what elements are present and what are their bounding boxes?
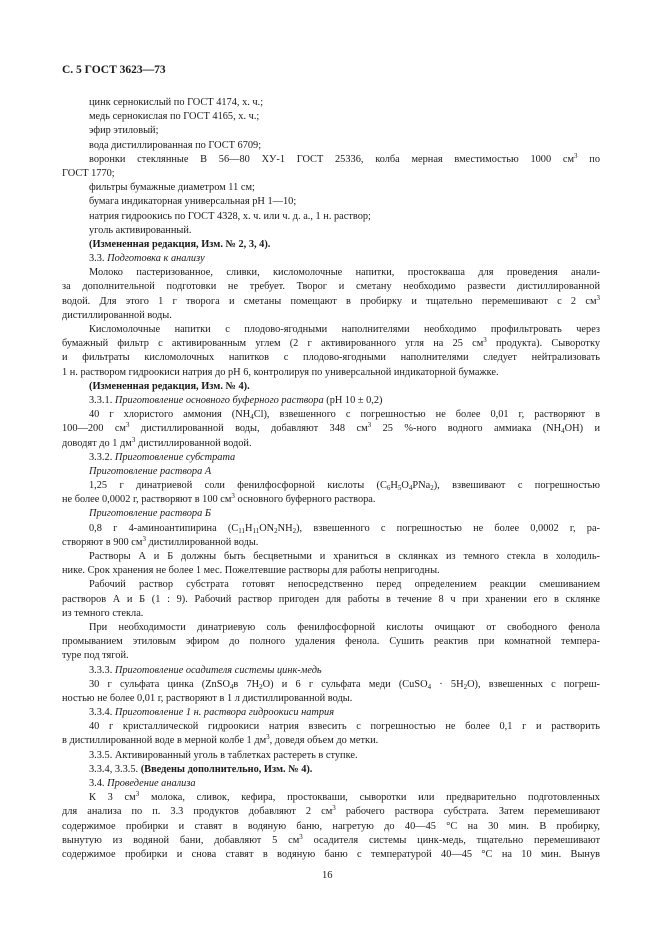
text-line: растворов А и Б (1 : 9). Рабочий раствор пригоден для работы в течение 8 ч при хранении его в склянке — [62, 593, 600, 605]
text-line: за дополнительной подготовки не требует. Творог и сметану необходимо развести дистиллированной — [62, 281, 600, 293]
text-line: эфир этиловый; — [89, 125, 159, 137]
text-line: медь сернокислая по ГОСТ 4165, х. ч.; — [89, 111, 260, 123]
section-heading: 3.3. Подготовка к анализу — [89, 253, 205, 265]
text-line: уголь активированный. — [89, 224, 192, 236]
page-number: 16 — [322, 870, 333, 881]
text-line: воронки стеклянные В 56—80 ХУ-1 ГОСТ 25336, колба мерная вместимостью 1000 $см^3$ по — [89, 151, 600, 165]
amendment-note: (Измененная редакция, Изм. № 4). — [89, 380, 250, 392]
section-heading: 3.3.1. Приготовление основного буферного раствора (рН 10 ± 0,2) — [89, 394, 383, 406]
text-line: в дистиллированной воде в мерной колбе 1 $дм^3$, доведя объем до метки. — [62, 733, 379, 747]
text-line: К 3 $см^3$ молока, сливок, кефира, простокваши, сыворотки или предварительно подготовленных — [89, 790, 600, 804]
section-heading: 3.3.3. Приготовление осадителя системы цинк-медь — [89, 664, 322, 676]
text-line: нике. Срок хранения не более 1 мес. Пожелтевшие растворы для работы непригодны. — [62, 565, 440, 577]
text-line: вода дистиллированная по ГОСТ 6709; — [89, 139, 262, 151]
text-line: 30 г сульфата цинка (ZnSO$_4$в $7H_2O$) и 6 г сульфата меди (CuSO$_4$ · $5H_2O$), взвешенных с погреш- — [89, 678, 601, 691]
section-heading: 3.3.4. Приготовление 1 н. раствора гидроокиси натрия — [89, 707, 335, 719]
text-line: ностью не более 0,01 г, растворяют в 1 л дистиллированной воды. — [62, 692, 353, 704]
text-line: Кисломолочные напитки с плодово-ягодными наполнителями необходимо профильтровать через — [89, 324, 600, 335]
text-line: цинк сернокислый по ГОСТ 4174, х. ч.; — [89, 97, 264, 108]
text-line: 100—200 $см^3$ дистиллированной воды, добавляют 348 $см^3$ 25 %-ного водного аммиака $(NH_4OH)$ и — [62, 421, 600, 436]
text-line: водой. Для этого 1 г творога и сметаны помещают в пробирку и тщательно перемешивают с 2 $см^3$ — [62, 293, 600, 307]
text-line: створяют в 900 $см^3$ дистиллированной воды. — [62, 534, 259, 548]
text-line: и фильтраты кисломолочных напитков с плодово-ягодными наполнителями следует нейтрализовать — [62, 352, 600, 364]
text-line: из темного стекла. — [62, 607, 144, 619]
text-line: для анализа по п. 3.3 продуктов добавляют 2 $см^3$ рабочего раствора субстрата. Затем перемешивают — [62, 804, 601, 818]
text-line: 1 н. раствором гидроокиси натрия до рН 6, контролируя по универсальной индикаторной бумажке. — [62, 366, 499, 378]
text-line: Молоко пастеризованное, сливки, кисломолочные напитки, простокваша для проведения анали- — [89, 267, 600, 279]
text-line: При необходимости динатриевую соль фенилфосфорной кислоты очищают от свободного фенола — [89, 621, 600, 633]
text-line: 40 г хлористого аммония $(NH_4Cl)$, взвешенного с погрешностью не более 0,01 г, растворяют в — [89, 409, 601, 422]
text-line: 3.3.5. Активированный уголь в таблетках растереть в ступке. — [89, 749, 358, 761]
text-line: туре под тягой. — [62, 650, 129, 662]
subheading: Приготовление раствора А — [89, 465, 212, 477]
section-heading: 3.3.2. Приготовление субстрата — [89, 451, 236, 463]
document-body — [62, 96, 600, 862]
text-line: ГОСТ 1770; — [62, 167, 115, 179]
section-heading: 3.4. Проведение анализа — [89, 778, 196, 789]
text-line: содержимое пробирки и снова ставят в водяную баню с температурой 40—45 °С на 10 мин. Вынув — [62, 848, 600, 860]
subheading: Приготовление раствора Б — [89, 508, 211, 520]
page-header: С. 5 ГОСТ 3623—73 — [62, 64, 166, 76]
text-line: содержимое пробирки и ставят в водяную баню, нагретую до 40—45 °С на 30 мин. В пробирку, — [62, 820, 600, 832]
text-line: Рабочий раствор субстрата готовят непосредственно перед определением реакции смешиванием — [89, 579, 600, 591]
text-line: доводят до 1 $дм^3$ дистиллированной водой. — [62, 435, 252, 449]
amendment-note: (Измененная редакция, Изм. № 2, 3, 4). — [89, 238, 271, 250]
text-line: 40 г кристаллической гидроокиси натрия взвесить с погрешностью не более 0,1 г и растворить — [89, 721, 600, 733]
text-line: вынутую из водяной бани, добавляют 5 $см^3$ осадителя системы цинк-медь, тщательно перемешивают — [62, 832, 600, 846]
text-line: дистиллированной воды. — [62, 309, 172, 321]
amendment-note: 3.3.4, 3.3.5. (Введены дополнительно, Изм. № 4). — [89, 763, 313, 775]
text-line: 0,8 г 4-аминоантипирина $(C_{11}H_{11}ON_2NH_2)$, взвешенного с погрешностью не более 0,0002 г, ра- — [89, 522, 600, 535]
text-line: 1,25 г динатриевой соли фенилфосфорной кислоты $(C_6H_5O_4PNa_2)$, взвешивают с погрешностью — [89, 480, 600, 493]
text-line: Растворы А и Б должны быть бесцветными и храниться в склянках из темного стекла в холодиль- — [89, 551, 600, 562]
text-line: не более 0,0002 г, растворяют в 100 $см^3$ основного буферного раствора. — [62, 492, 376, 506]
text-line: фильтры бумажные диаметром 11 см; — [89, 182, 255, 194]
text-line: бумага индикаторная универсальная рН 1—10; — [89, 196, 297, 208]
text-line: бумажный фильтр с активированным углем (2 г активированного угля на 25 $см^3$ продукта). Сыворотку — [62, 336, 600, 350]
text-line: промыванием этиловым эфиром до полного удаления фенола. Сушить реактив при комнатной темпера- — [62, 636, 600, 648]
text-line: натрия гидроокись по ГОСТ 4328, х. ч. или ч. д. а., 1 н. раствор; — [89, 210, 371, 222]
